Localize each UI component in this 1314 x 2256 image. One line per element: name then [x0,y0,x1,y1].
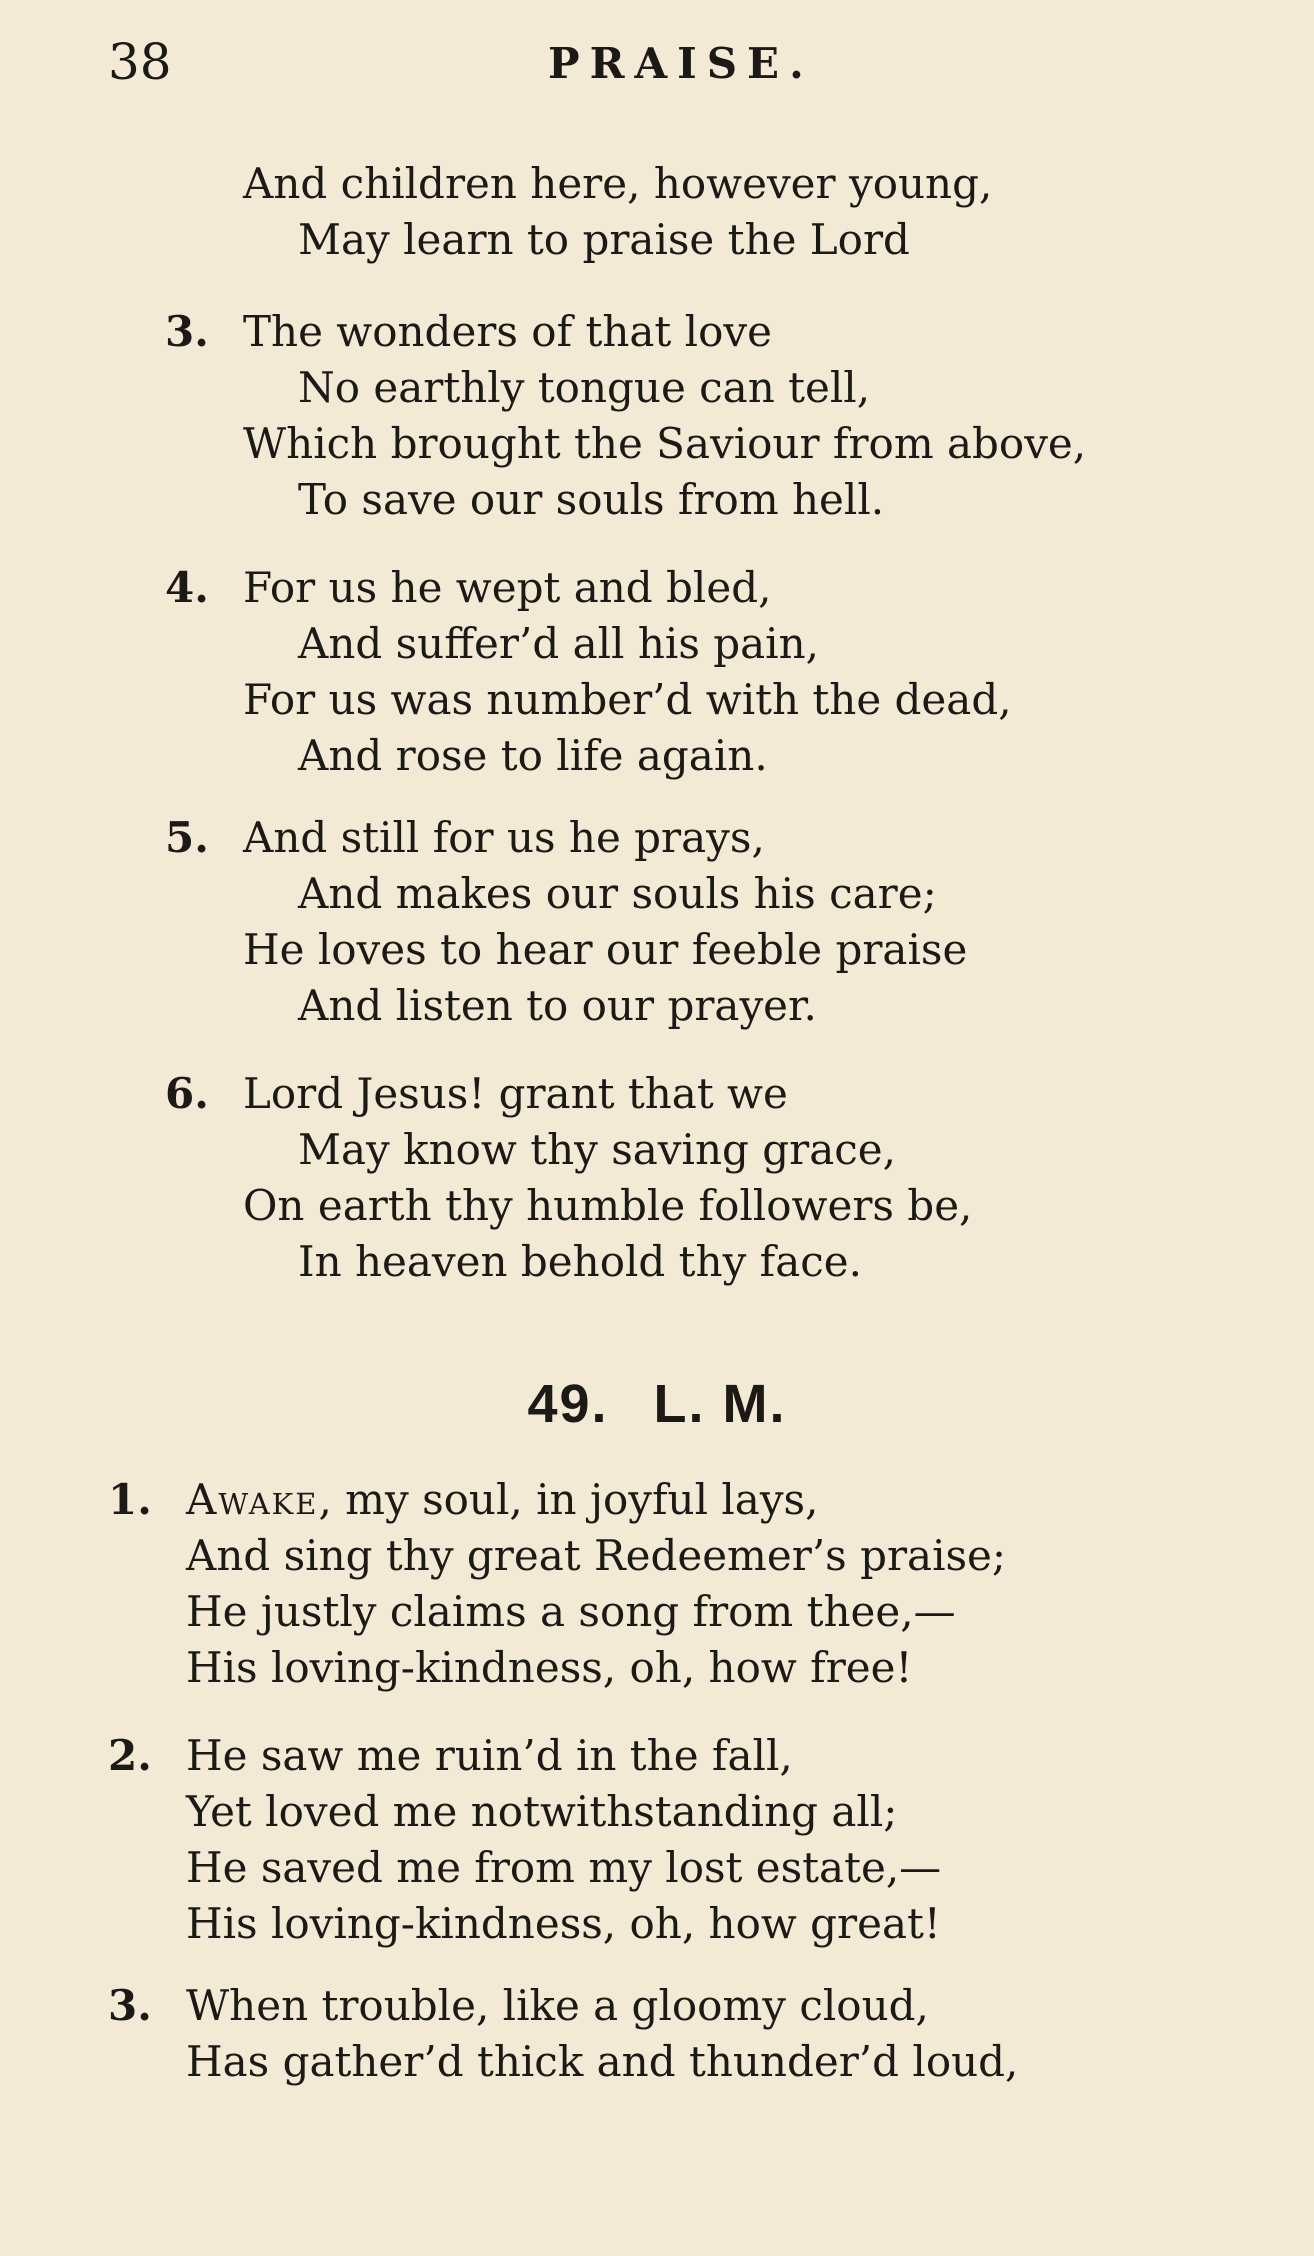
verse-line: May learn to praise the Lord [298,215,910,264]
page-number: 38 [108,33,172,91]
page-header [108,32,1208,92]
verse-line: For us was number’d with the dead, [243,675,1012,724]
verse-line: And suffer’d all his pain, [298,619,819,668]
verse-line: His loving-kindness, oh, how free! [186,1643,913,1692]
stanza-number: 2. [108,1731,152,1780]
verse-line [186,1474,818,1526]
verse-line: When trouble, like a gloomy cloud, [186,1981,929,2030]
verse-line: And rose to life again. [298,731,768,780]
verse-line: For us he wept and bled, [243,563,772,612]
verse-line: And sing thy great Redeemer’s praise; [186,1531,1007,1580]
hymn-heading [0,1370,1314,1438]
verse-line: In heaven behold thy face. [298,1237,862,1286]
verse-line: He saved me from my lost estate,— [186,1843,942,1892]
stanza-number: 6. [165,1069,209,1118]
stanza-number: 1. [108,1475,152,1524]
verse-line: He justly claims a song from thee,— [186,1587,956,1636]
verse-line: Lord Jesus! grant that we [243,1069,788,1118]
first-word: Awake [186,1475,319,1524]
verse-line: The wonders of that love [243,307,772,356]
verse-line: His loving-kindness, oh, how great! [186,1899,941,1948]
hymn-meter: L. M. [653,1374,787,1434]
verse-line: May know thy saving grace, [298,1125,896,1174]
verse-line: He loves to hear our feeble praise [243,925,968,974]
verse-line: And children here, however young, [243,159,993,208]
verse-line: And still for us he prays, [243,813,765,862]
stanza-number: 3. [108,1981,152,2030]
hymn-number: 49. [527,1374,609,1434]
verse-line: Yet loved me notwithstanding all; [186,1787,898,1836]
verse-line: He saw me ruin’d in the fall, [186,1731,793,1780]
stanza-number: 4. [165,563,209,612]
verse-line: Which brought the Saviour from above, [243,419,1087,468]
verse-line: To save our souls from hell. [298,475,885,524]
running-head: PRAISE. [548,39,814,88]
verse-line: On earth thy humble followers be, [243,1181,973,1230]
verse-line: No earthly tongue can tell, [298,363,871,412]
stanza-number: 3. [165,307,209,356]
verse-line: Has gather’d thick and thunder’d loud, [186,2037,1019,2086]
first-line-rest: , my soul, in joyful lays, [318,1475,819,1524]
verse-line: And makes our souls his care; [298,869,937,918]
stanza-number: 5. [165,813,209,862]
verse-line: And listen to our prayer. [298,981,817,1030]
